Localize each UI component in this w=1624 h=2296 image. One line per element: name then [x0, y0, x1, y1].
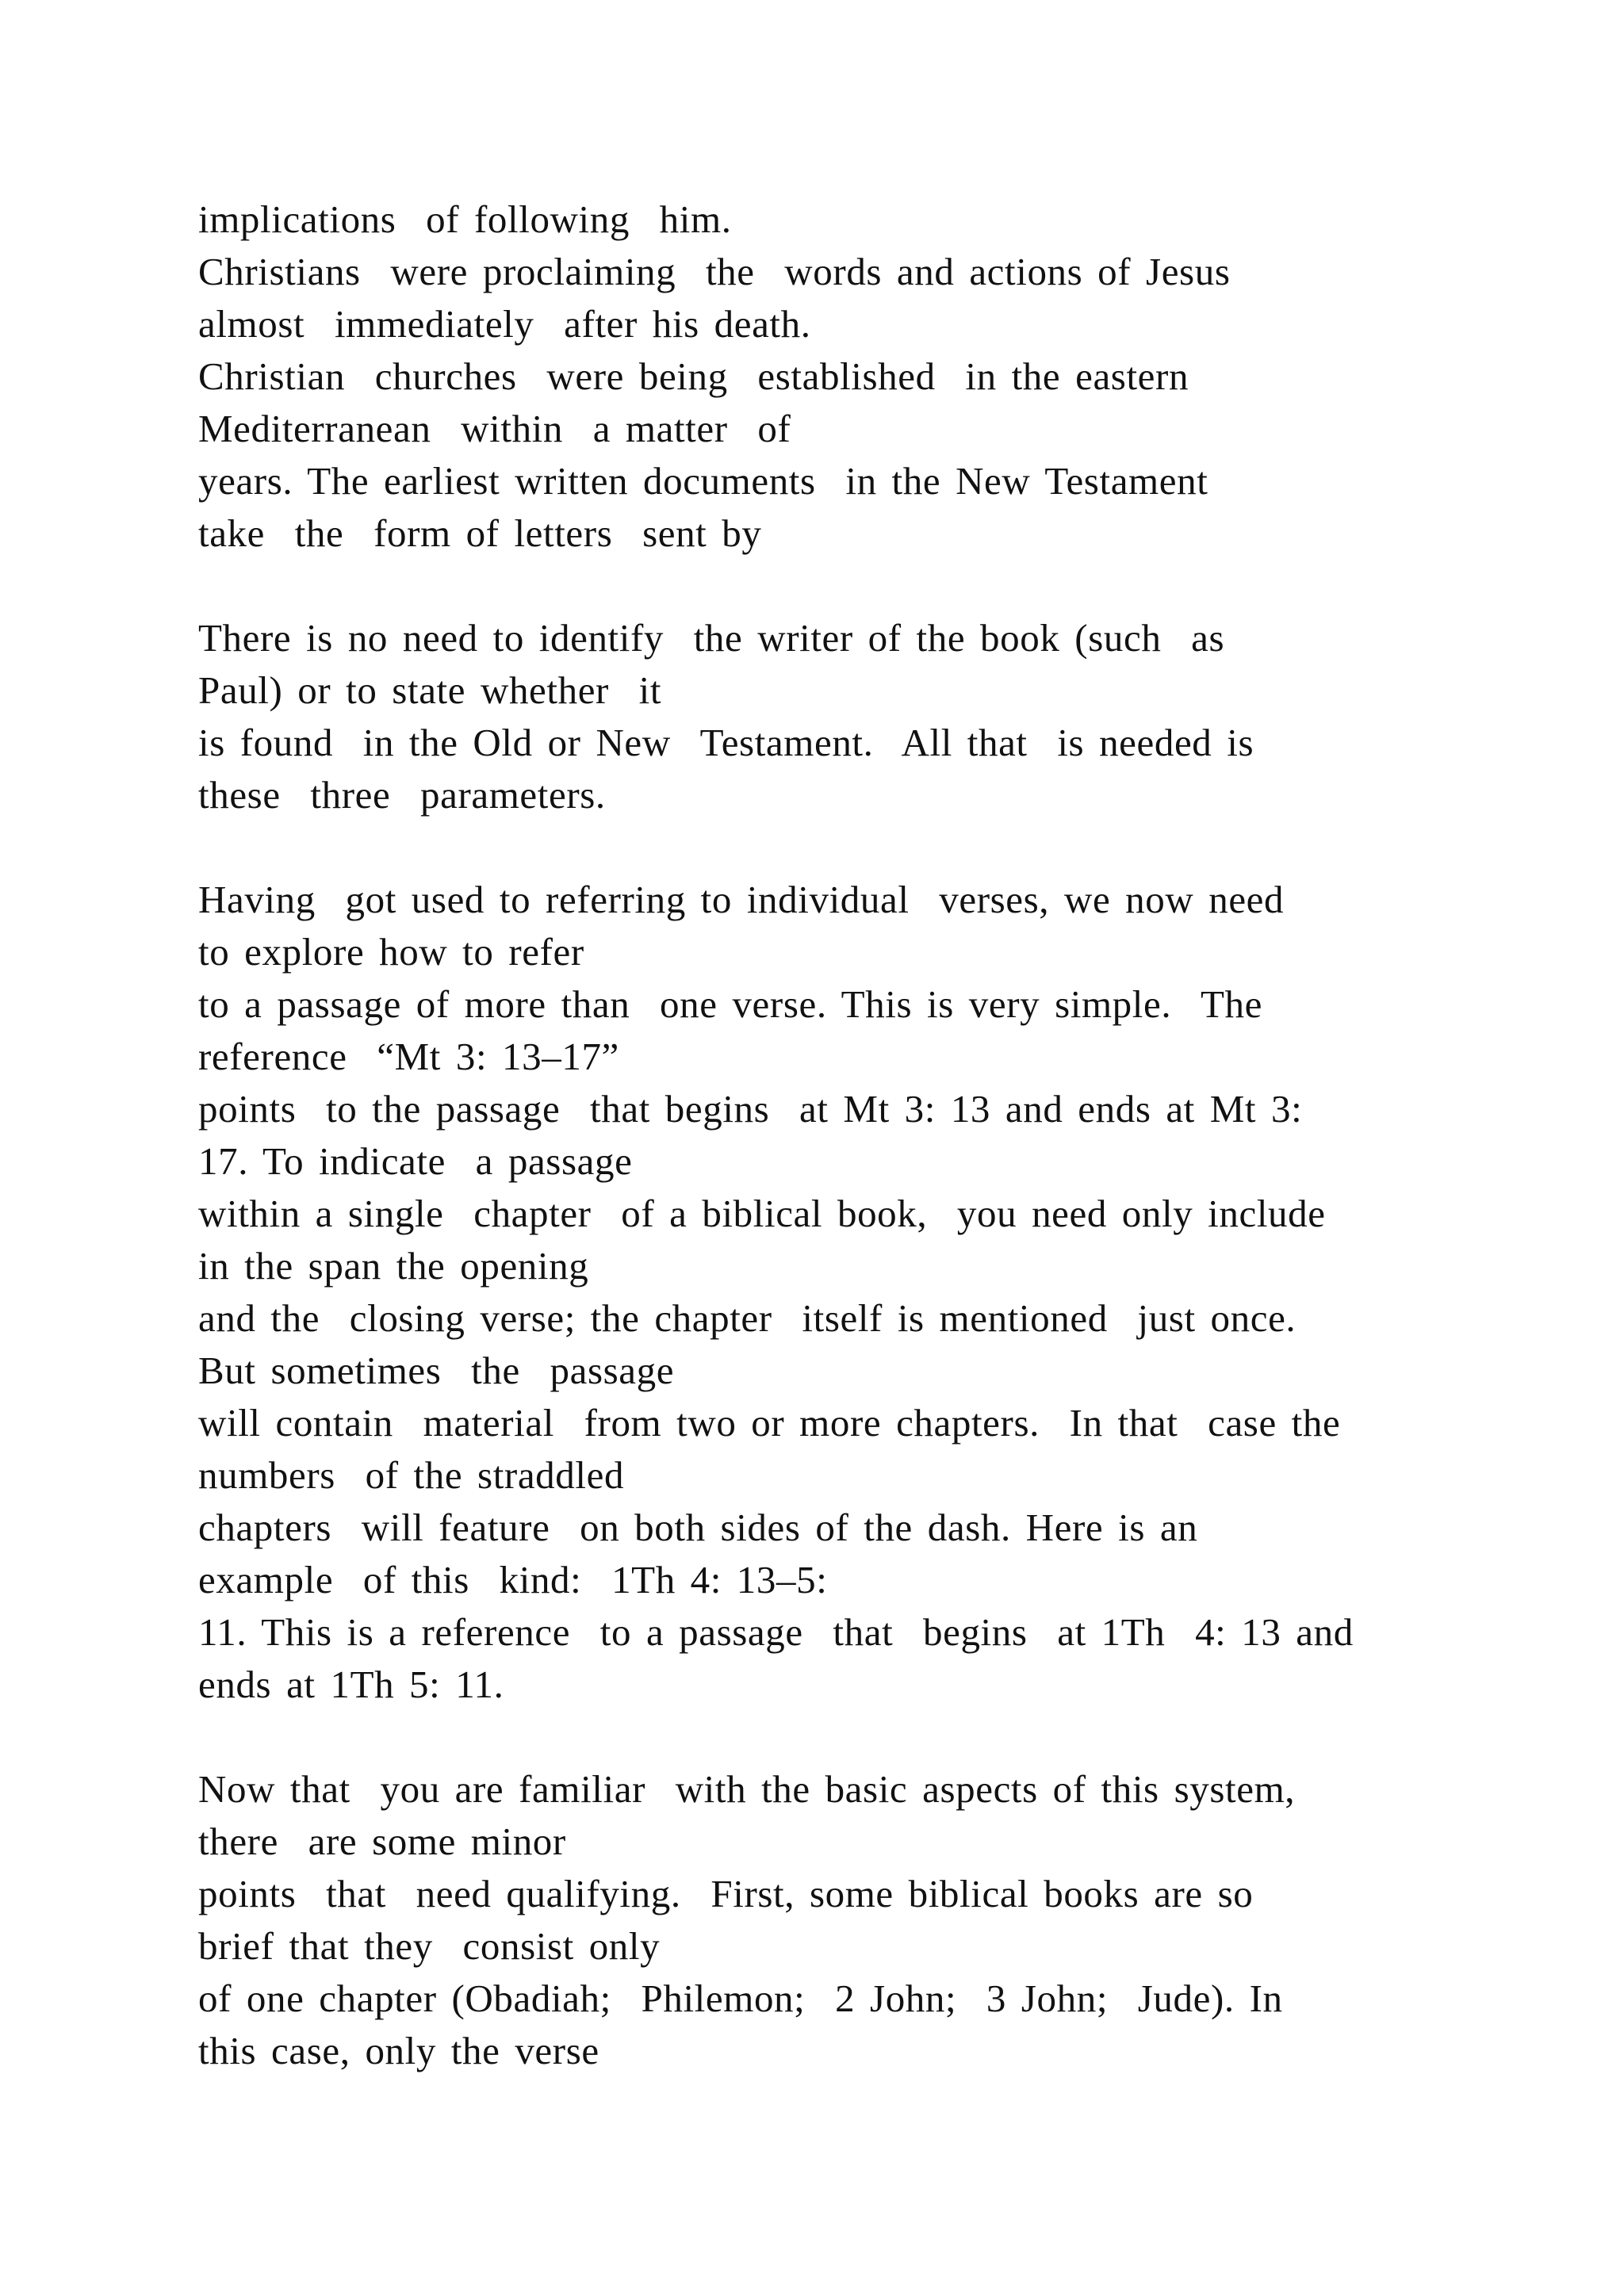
body-text — [198, 193, 1515, 2077]
paragraph-gap — [198, 560, 1515, 612]
text-line: Christian churches were being established in the eastern — [198, 354, 1189, 398]
text-line: Now that you are familiar with the basic aspects of this system, — [198, 1767, 1296, 1811]
text-line: 11. This is a reference to a passage that begins at 1Th 4: 13 and — [198, 1610, 1354, 1654]
text-line: this case, only the verse — [198, 2029, 599, 2072]
text-line: brief that they consist only — [198, 1924, 661, 1968]
paragraph — [198, 193, 1515, 560]
text-line: Having got used to referring to individual verses, we now need — [198, 878, 1285, 921]
text-line: years. The earliest written documents in the New Testament — [198, 459, 1208, 503]
text-line: But sometimes the passage — [198, 1349, 675, 1392]
text-line: ends at 1Th 5: 11. — [198, 1663, 504, 1706]
text-line: almost immediately after his death. — [198, 302, 811, 346]
paragraph-gap — [198, 1711, 1515, 1763]
text-line: in the span the opening — [198, 1244, 589, 1288]
text-line: chapters will feature on both sides of the dash. Here is an — [198, 1506, 1198, 1549]
text-line: to explore how to refer — [198, 930, 584, 974]
text-line: is found in the Old or New Testament. All that is needed is — [198, 721, 1254, 764]
text-line: Mediterranean within a matter of — [198, 407, 791, 450]
paragraph — [198, 1763, 1515, 2077]
text-line: take the form of letters sent by — [198, 511, 762, 555]
text-line: There is no need to identify the writer of the book (such as — [198, 616, 1225, 660]
text-line: points to the passage that begins at Mt 3: 13 and ends at Mt 3: — [198, 1087, 1303, 1131]
text-line: to a passage of more than one verse. This is very simple. The — [198, 982, 1262, 1026]
paragraph — [198, 874, 1515, 1711]
text-line: implications of following him. — [198, 197, 732, 241]
text-line: Paul) or to state whether it — [198, 668, 662, 712]
text-line: Christians were proclaiming the words and actions of Jesus — [198, 250, 1231, 293]
paragraph-gap — [198, 821, 1515, 874]
text-line: these three parameters. — [198, 773, 606, 817]
text-line: of one chapter (Obadiah; Philemon; 2 John; 3 John; Jude). In — [198, 1976, 1283, 2020]
text-line: points that need qualifying. First, some biblical books are so — [198, 1872, 1254, 1915]
text-line: within a single chapter of a biblical book, you need only include — [198, 1192, 1326, 1235]
text-line: and the closing verse; the chapter itself is mentioned just once. — [198, 1296, 1297, 1340]
text-line: example of this kind: 1Th 4: 13–5: — [198, 1558, 828, 1601]
text-line: numbers of the straddled — [198, 1453, 625, 1497]
text-line: there are some minor — [198, 1820, 566, 1863]
text-line: 17. To indicate a passage — [198, 1139, 633, 1183]
paragraph — [198, 612, 1515, 821]
text-line: will contain material from two or more chapters. In that case the — [198, 1401, 1341, 1445]
text-line: reference “Mt 3: 13–17” — [198, 1035, 619, 1078]
